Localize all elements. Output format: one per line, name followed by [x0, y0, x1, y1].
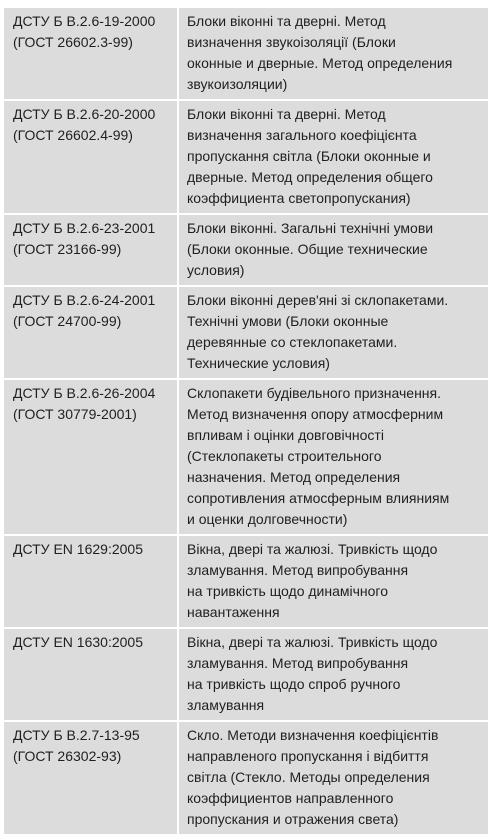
standard-title-line: зламування. Метод випробування	[187, 655, 409, 671]
standard-title-line: впливам і оцінки довговічності	[187, 427, 384, 443]
standard-title-line: сопротивления атмосферным влияниям	[187, 490, 450, 506]
standard-code-line: (ГОСТ 30779-2001)	[13, 406, 137, 422]
standard-title-line: звукоизоляции)	[187, 76, 288, 92]
standards-table	[4, 6, 488, 836]
standard-title-cell	[178, 100, 488, 214]
standard-title-cell	[178, 628, 488, 721]
standard-title-line: коэффициента светопропускания)	[187, 190, 411, 206]
standard-code-line: (ГОСТ 24700-99)	[13, 313, 122, 329]
standard-title-cell	[178, 286, 488, 379]
table-row	[4, 214, 488, 286]
standard-code-cell	[4, 214, 178, 286]
standard-title-line: дверные. Метод определения общего	[187, 169, 433, 185]
standard-code-line: ДСТУ EN 1630:2005	[13, 634, 143, 650]
standard-title-cell	[178, 535, 488, 628]
standard-code-line: ДСТУ Б В.2.6-20-2000	[13, 106, 156, 122]
standard-code-line: ДСТУ Б В.2.6-19-2000	[13, 13, 156, 29]
standard-title-line: Метод визначення опору атмосферним	[187, 406, 444, 422]
standard-title-cell	[178, 214, 488, 286]
standard-title-line: пропускания и отражения света)	[187, 811, 399, 827]
standard-code-line: ДСТУ Б В.2.6-23-2001	[13, 220, 156, 236]
table-row	[4, 628, 488, 721]
standard-title-line: визначення звукоізоляції (Блоки	[187, 34, 396, 50]
standard-code-cell	[4, 535, 178, 628]
standard-title-line: пропускання світла (Блоки оконные и	[187, 148, 431, 164]
standard-title-line: Скло. Методи визначення коефіцієнтів	[187, 727, 439, 743]
standard-code-line: ДСТУ Б В.2.7-13-95	[13, 727, 140, 743]
standard-code-line: ДСТУ EN 1629:2005	[13, 541, 143, 557]
standard-title-line: и оценки долговечности)	[187, 511, 348, 527]
standard-code-line: ДСТУ Б В.2.6-26-2004	[13, 385, 156, 401]
standard-title-line: на тривкість щодо динамічного	[187, 583, 389, 599]
standard-title-line: Склопакети будівельного призначення.	[187, 385, 442, 401]
standard-title-line: назначения. Метод определения	[187, 469, 401, 485]
table-row	[4, 379, 488, 535]
standard-title-line: Блоки віконні. Загальні технічні умови	[187, 220, 434, 236]
standard-code-line: (ГОСТ 26602.4-99)	[13, 127, 133, 143]
standard-code-cell	[4, 379, 178, 535]
standard-code-cell	[4, 286, 178, 379]
standard-code-line: (ГОСТ 26602.3-99)	[13, 34, 133, 50]
standard-title-cell	[178, 721, 488, 835]
standard-code-line: (ГОСТ 26302-93)	[13, 748, 122, 764]
standard-title-line: условия)	[187, 262, 245, 278]
standard-code-line: ДСТУ Б В.2.6-24-2001	[13, 292, 156, 308]
standard-code-cell	[4, 628, 178, 721]
table-row	[4, 7, 488, 100]
standard-title-line: навантаження	[187, 604, 280, 620]
standard-title-line: Вікна, двері та жалюзі. Тривкість щодо	[187, 634, 438, 650]
standard-title-line: визначення загального коефіцієнта	[187, 127, 417, 143]
standard-code-cell	[4, 100, 178, 214]
standard-code-cell	[4, 721, 178, 835]
standard-title-line: світла (Стекло. Методы определения	[187, 769, 430, 785]
table-row	[4, 535, 488, 628]
standard-title-line: направленого пропускання і відбиття	[187, 748, 429, 764]
standard-title-line: оконные и дверные. Метод определения	[187, 55, 453, 71]
standard-title-cell	[178, 379, 488, 535]
standard-title-line: Блоки віконні та дверні. Метод	[187, 13, 386, 29]
standard-code-cell	[4, 7, 178, 100]
standard-title-line: (Стеклопакеты строительного	[187, 448, 382, 464]
standard-title-line: на тривкість щодо спроб ручного	[187, 676, 401, 692]
standard-title-line: деревянные со стеклопакетами.	[187, 334, 398, 350]
standard-title-cell	[178, 7, 488, 100]
standard-title-line: Технічні умови (Блоки оконные	[187, 313, 389, 329]
standard-title-line: (Блоки оконные. Общие технические	[187, 241, 428, 257]
standard-title-line: Блоки віконні дерев'яні зі склопакетами.	[187, 292, 449, 308]
table-row	[4, 286, 488, 379]
standard-title-line: Блоки віконні та дверні. Метод	[187, 106, 386, 122]
table-row	[4, 100, 488, 214]
standard-title-line: зламування. Метод випробування	[187, 562, 409, 578]
standard-title-line: коэффициентов направленного	[187, 790, 394, 806]
table-row	[4, 721, 488, 835]
standard-title-line: Технические условия)	[187, 355, 330, 371]
standard-title-line: Вікна, двері та жалюзі. Тривкість щодо	[187, 541, 438, 557]
standard-code-line: (ГОСТ 23166-99)	[13, 241, 122, 257]
standard-title-line: зламування	[187, 697, 265, 713]
